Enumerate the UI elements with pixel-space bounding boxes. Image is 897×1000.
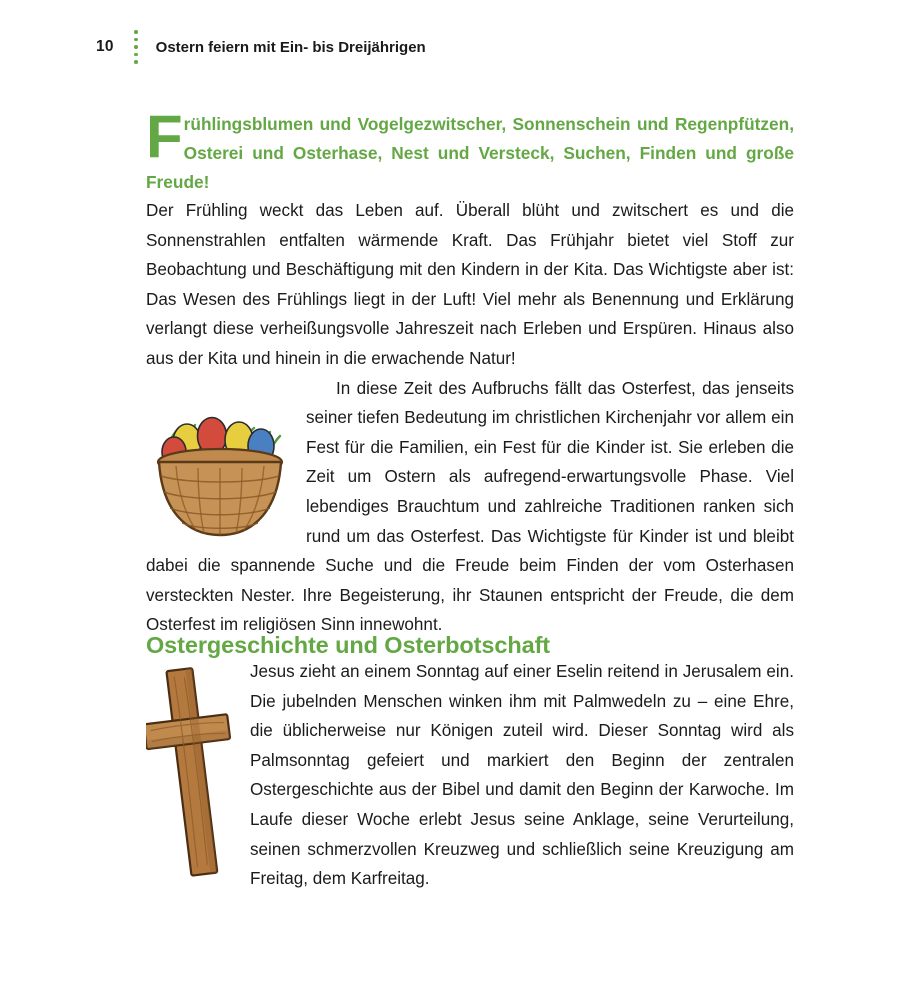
section-heading: Ostergeschichte und Osterbotschaft (146, 631, 551, 658)
lead-paragraph (146, 103, 794, 197)
body-paragraph-1: Der Frühling weckt das Leben auf. Überall blüht und zwitschert es und die Sonnenstrahlen entfalten wärmende Kraft. Das Frühjahr bietet viel Stoff zur Beobachtung und Beschäftigung mit den Kindern in der Kita. Das Wichtigste aber ist: Das Wesen des Frühlings liegt in der Luft! Viel mehr als Benennung und Erklärung verlangt diese verheißungsvolle Jahreszeit nach Erleben und Erspüren. Hinaus also aus der Kita und hinein in die erwachende Natur! (146, 201, 794, 368)
running-head-title: Ostern feiern mit Ein- bis Dreijährigen (155, 38, 426, 56)
section-paragraph-1: Jesus zieht an einem Sonntag auf einer Eselin reitend in Jerusalem ein. Die jubelnden Menschen winken ihm mit Palmwedeln zu – eine Ehre, die üblicherweise nur Königen zuteil wird. Dieser Sonntag wird als Palmsonntag gefeiert und markiert den Beginn der zentralen Ostergeschichte aus der Bibel und damit den Beginn der Karwoche. Im Laufe dieser Woche erlebt Jesus seine Anklage, seine Verurteilung, seinen schmerzvollen Kreuzweg und schließlich seine Kreuzigung am Freitag, dem Karfreitag. (250, 662, 794, 889)
body-text-block (146, 196, 794, 640)
easter-basket-illustration (146, 380, 294, 540)
drop-cap: F (146, 103, 183, 170)
dotted-divider-icon (134, 30, 138, 64)
running-head (96, 34, 426, 60)
wooden-cross-illustration (146, 661, 236, 886)
lead-text: rühlingsblumen und Vogelgezwitscher, Sonnenschein und Regenpfützen, Osterei und Osterhase, Nest und Versteck, Suchen, Finden und große Freude! (146, 114, 794, 192)
section-text-block (146, 657, 794, 894)
body-paragraph-2: In diese Zeit des Aufbruchs fällt das Osterfest, das jenseits seiner tiefen Bedeutung im christlichen Kirchenjahr vor allem ein Fest für die Familien, ein Fest für die Kinder ist. Sie erleben die Zeit um Ostern als aufregend-erwartungsvolle Phase. Viel lebendiges Brauchtum und zahlreiche Traditionen ranken sich rund um das Osterfest. Das Wichtigste für Kinder ist und bleibt dabei die spannende Suche und die Freude beim Finden der vom Osterhasen versteckten Nester. Ihre Begeisterung, ihr Staunen entspricht der Freude, die dem Osterfest im religiösen Sinn innewohnt. (146, 378, 794, 635)
page-number: 10 (96, 38, 114, 55)
